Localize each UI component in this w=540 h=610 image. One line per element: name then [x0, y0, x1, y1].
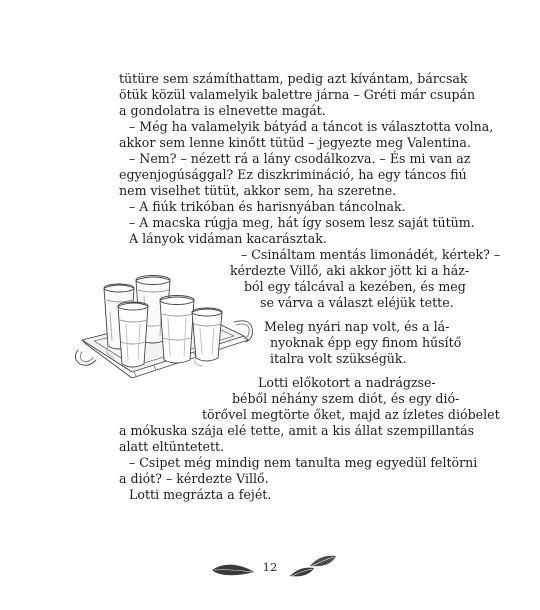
text-line-17: nyoknak épp egy finom hűsítő: [270, 335, 462, 350]
text-line-16: Meleg nyári nap volt, és a lá-: [264, 319, 450, 334]
text-line-26: Lotti megrázta a fejét.: [129, 487, 272, 502]
leaf-icon: [210, 560, 256, 578]
page-number: 12: [262, 560, 278, 574]
leaves-icon: [286, 552, 338, 582]
text-line-22: a mókuska szája elé tette, amit a kis állat szempillantás: [119, 423, 475, 438]
text-line-23: alatt eltüntetett.: [119, 439, 225, 454]
text-line-7: egyenjogúsággal? Ez diszkrimináció, ha egy táncos fiú: [119, 167, 467, 182]
text-line-18: italra volt szükségük.: [270, 351, 407, 366]
text-line-2: ötük közül valamelyik balettre járna – Gréti már csupán: [119, 87, 476, 102]
tray-with-glasses-illustration: [74, 262, 254, 402]
text-line-14: ból egy tálcával a kezében, és meg: [244, 279, 466, 294]
text-line-20: béből néhány szem diót, és egy dió-: [232, 391, 460, 406]
text-line-4: – Még ha valamelyik bátyád a táncot is választotta volna,: [129, 119, 494, 134]
text-line-21: törővel megtörte őket, majd az ízletes dióbelet: [202, 407, 500, 422]
text-line-10: – A macska rúgja meg, hát így sosem lesz saját tütüm.: [129, 215, 475, 230]
text-line-24: – Csipet még mindig nem tanulta meg egyedül feltörni: [129, 455, 478, 470]
text-line-1: tütüre sem számíthattam, pedig azt kívántam, bárcsak: [119, 71, 468, 86]
text-line-13: kérdezte Villő, aki akkor jött ki a ház-: [230, 263, 470, 278]
text-line-19: Lotti előkotort a nadrágzse-: [258, 375, 436, 390]
text-line-11: A lányok vidáman kacarásztak.: [129, 231, 327, 246]
text-line-9: – A fiúk trikóban és harisnyában táncolnak.: [129, 199, 406, 214]
text-line-5: akkor sem lenne kinőtt tütüd – jegyezte meg Valentina.: [119, 135, 471, 150]
text-line-15: se várva a választ eléjük tette.: [260, 295, 454, 310]
text-line-8: nem viselhet tütüt, akkor sem, ha szeretne.: [119, 183, 397, 198]
text-line-6: – Nem? – nézett rá a lány csodálkozva. – És mi van az: [129, 151, 471, 166]
text-line-25: a diót? – kérdezte Villő.: [119, 471, 269, 486]
text-line-12: – Csináltam mentás limonádét, kértek? –: [241, 247, 501, 262]
text-line-3: a gondolatra is elnevette magát.: [119, 103, 326, 118]
